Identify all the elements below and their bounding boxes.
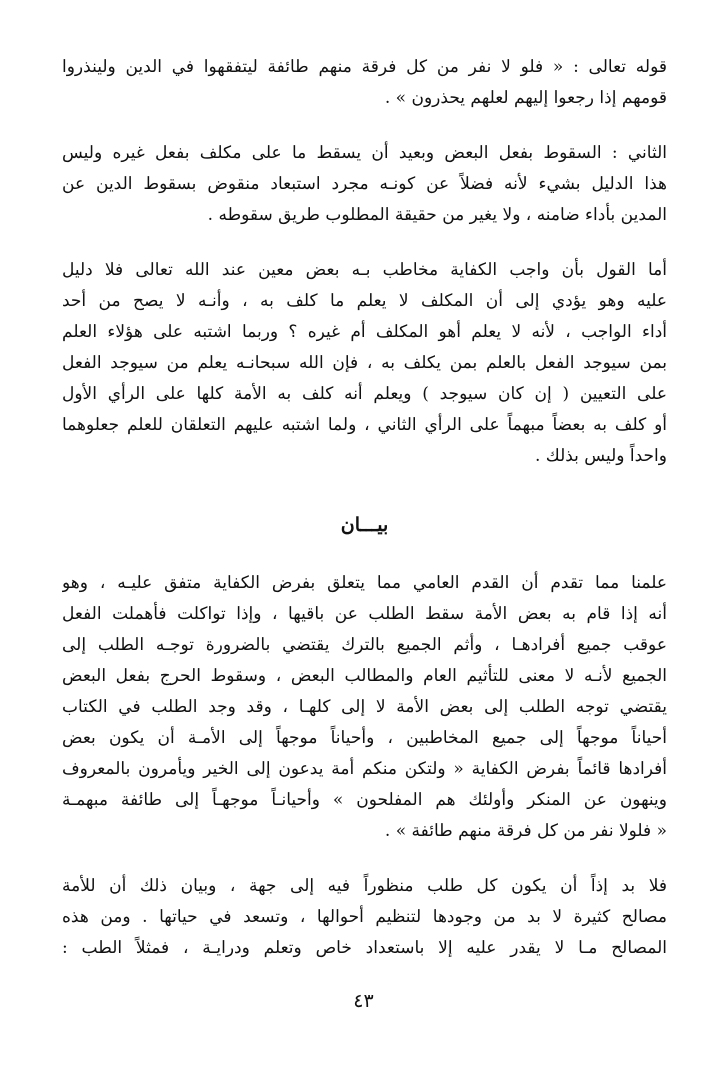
section-heading: بيـــان [340,514,389,536]
text-line: المدين بأداء ضامنه ، ولا يغير من حقيقة المطلوب طريق سقوطه . [207,205,667,225]
text-line: وينهون عن المنكر وأولئك هم المفلحون » وأحيانـاً موجهـاً إلى طائفة مبهمـة [62,790,667,810]
text-line: عوقب جميع أفرادهـا ، وأثم الجميع بالترك يقتضي بالضرورة توجـه الطلب إلى [62,635,667,655]
text-line: علمنا مما تقدم أن القدم العامي مما يتعلق بفرض الكفاية متفق عليـه ، وهو [62,573,667,593]
text-line: الثاني : السقوط بفعل البعض وبعيد أن يسقط ما على مكلف بفعل غيره وليس [62,143,667,163]
paragraph-4 [62,568,667,847]
paragraph-5 [62,871,667,964]
text-line: أفرادها قائماً بفرض الكفاية « ولتكن منكم أمة يدعون إلى الخير ويأمرون بالمعروف [62,759,667,779]
text-line: قوله تعالى : « فلو لا نفر من كل فرقة منهم طائفة ليتفقهوا في الدين ولينذروا [62,57,667,77]
text-line: بمن سيوجد الفعل بالعلم بمن يكلف به ، فإن الله سبحانـه يعلم من سيوجد الفعل [62,353,667,373]
text-line: أما القول بأن واجب الكفاية مخاطب بـه بعض معين عند الله تعالى فلا دليل [62,260,667,280]
text-line: فلا بد إذاً أن يكون كل طلب منظوراً فيه إلى جهة ، وبيان ذلك أن للأمة [62,876,667,896]
page-body [62,52,667,964]
paragraph-1 [62,52,667,114]
text-line: « فلولا نفر من كل فرقة منهم طائفة » . [384,821,667,841]
page-number: ٤٣ [353,990,374,1012]
text-line: يقتضي توجه الطلب إلى بعض الأمة لا إلى كلهـا ، وقد وجد الطلب في الكتاب [62,697,667,717]
text-line: هذا الدليل بشيء لأنه فضلاً عن كونـه مجرد استبعاد منقوض بسقوط الدين عن [62,174,667,194]
text-line: أداء الواجب ، لأنه لا يعلم أهو المكلف أم غيره ؟ وربما اشتبه على هؤلاء العلم [62,322,667,342]
text-line: واحداً وليس بذلك . [534,446,667,466]
paragraph-2 [62,138,667,231]
text-line: على التعيين ( إن كان سيوجد ) ويعلم أنه كلف به الأمة كلها على الرأي الأول [62,384,667,404]
text-line: أنه إذا قام به بعض الأمة سقط الطلب عن باقيها ، وإذا تواكلت فأهملت الفعل [62,604,667,624]
text-line: مصالح كثيرة لا بد من وجودها لتنظيم أحوالها ، وتسعد في حياتها . ومن هذه [62,907,667,927]
text-line: قومهم إذا رجعوا إليهم لعلهم يحذرون » . [384,88,667,108]
text-line: الجميع لأنـه لا معنى للتأثيم العام والمطالب البعض ، وسقوط الحرج بفعل البعض [62,666,667,686]
text-line: أو كلف به بعضاً مبهماً على الرأي الثاني ، ولما اشتبه عليهم التعلقان للعلم جعلوهما [62,415,667,435]
text-line: عليه وهو يؤدي إلى أن المكلف لا يعلم ما كلف به ، وأنـه لا يصح من أحد [62,291,667,311]
paragraph-3 [62,255,667,472]
text-line: أحياناً موجهاً إلى جميع المخاطبين ، وأحياناً موجهاً إلى الأمـة أن يكون بعض [62,728,667,748]
text-line: المصالح مـا لا يقدر عليه إلا باستعداد خاص وتعلم ودرايـة ، فمثلاً الطب : [62,938,667,958]
